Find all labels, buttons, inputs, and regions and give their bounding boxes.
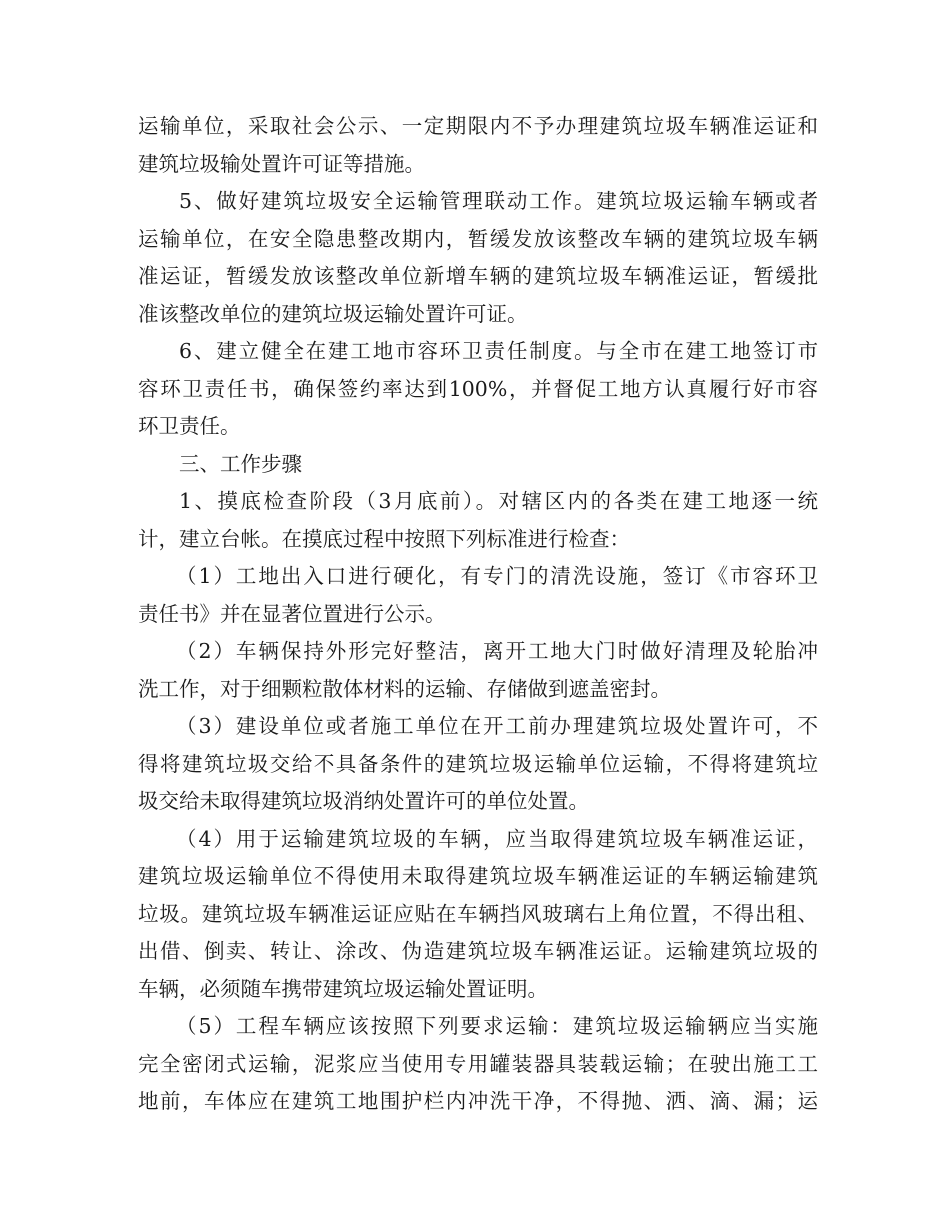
text-line: 准运证，暂缓发放该整改单位新增车辆的建筑垃圾车辆准运证，暂缓批	[138, 264, 818, 288]
text-line: 运输单位，在安全隐患整改期内，暂缓发放该整改车辆的建筑垃圾车辆	[138, 226, 818, 251]
text-line: 洗工作，对于细颗粒散体材料的运输、存储做到遮盖密封。	[138, 676, 671, 701]
text-line: 计，建立台帐。在摸底过程中按照下列标准进行检查：	[138, 526, 630, 551]
text-line: 圾交给未取得建筑垃圾消纳处置许可的单位处置。	[138, 789, 589, 813]
text-line: 得将建筑垃圾交给不具备条件的建筑垃圾运输单位运输，不得将建筑垃	[138, 751, 818, 776]
text-line: 准该整改单位的建筑垃圾运输处置许可证。	[138, 301, 528, 326]
text-line: 运输单位，采取社会公示、一定期限内不予办理建筑垃圾车辆准运证和	[138, 114, 818, 138]
text-line: 建筑垃圾运输单位不得使用未取得建筑垃圾车辆准运证的车辆运输建筑	[138, 864, 818, 888]
text-line: 地前，车体应在建筑工地围护栏内冲洗干净，不得抛、洒、滴、漏；运	[138, 1089, 818, 1113]
document-body	[138, 108, 818, 1121]
text-line: （4）用于运输建筑垃圾的车辆，应当取得建筑垃圾车辆准运证，	[176, 826, 818, 851]
text-line: 环卫责任。	[138, 414, 241, 438]
text-line: 建筑垃圾输处置许可证等措施。	[138, 151, 425, 176]
text-line: （2）车辆保持外形完好整洁，离开工地大门时做好清理及轮胎冲	[176, 639, 818, 663]
text-line: 完全密闭式运输，泥浆应当使用专用罐装器具装载运输；在驶出施工工	[138, 1051, 818, 1076]
text-line: （3）建设单位或者施工单位在开工前办理建筑垃圾处置许可，不	[176, 714, 818, 738]
text-line: 车辆，必须随车携带建筑垃圾运输处置证明。	[138, 976, 548, 1001]
text-line: 容环卫责任书，确保签约率达到100%，并督促工地方认真履行好市容	[138, 376, 818, 401]
text-line: 1、摸底检查阶段（3月底前）。对辖区内的各类在建工地逐一统	[179, 489, 818, 513]
text-line: （5）工程车辆应该按照下列要求运输：建筑垃圾运输辆应当实施	[176, 1014, 818, 1038]
section-heading: 三、工作步骤	[179, 451, 302, 476]
text-line: （1）工地出入口进行硬化，有专门的清洗设施，签订《市容环卫	[176, 564, 818, 588]
text-line: 责任书》并在显著位置进行公示。	[138, 601, 446, 626]
text-line: 垃圾。建筑垃圾车辆准运证应贴在车辆挡风玻璃右上角位置，不得出租、	[138, 901, 818, 926]
text-line: 出借、倒卖、转让、涂改、伪造建筑垃圾车辆准运证。运输建筑垃圾的	[138, 939, 818, 963]
text-line: 6、建立健全在建工地市容环卫责任制度。与全市在建工地签订市	[179, 339, 818, 363]
text-line: 5、做好建筑垃圾安全运输管理联动工作。建筑垃圾运输车辆或者	[179, 189, 818, 213]
